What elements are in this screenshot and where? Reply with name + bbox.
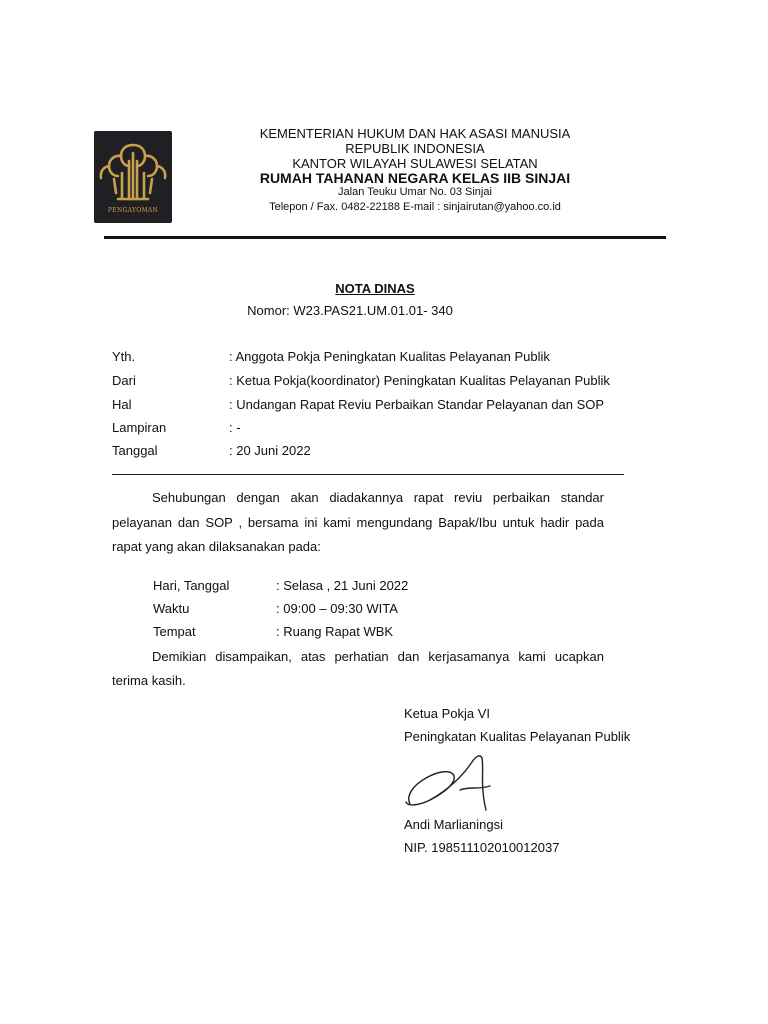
detail-value-time: : 09:00 – 09:30 WITA [276, 601, 398, 616]
regional-office: KANTOR WILAYAH SULAWESI SELATAN [292, 156, 538, 171]
institution-name: RUMAH TAHANAN NEGARA KELAS IIB SINJAI [259, 170, 571, 186]
field-label-attachment: Lampiran [112, 420, 167, 435]
banyan-tree-icon [94, 131, 172, 207]
detail-value-day: : Selasa , 21 Juni 2022 [276, 578, 409, 593]
signatory-role: Ketua Pokja VI [404, 706, 490, 721]
closing-paragraph: Demikian disampaikan, atas perhatian dan kerjasamanya kami ucapkan terima kasih. [112, 649, 604, 688]
pengayoman-logo [94, 131, 172, 223]
logo-caption: PENGAYOMAN [107, 207, 159, 214]
address: Jalan Teuku Umar No. 03 Sinjai [338, 186, 492, 198]
intro-paragraph: Sehubungan dengan akan diadakannya rapat reviu perbaikan standar pelayanan dan SOP , bersama ini kami mengundang Bapak/Ibu untuk hadir pada rapat yang akan dilaksanakan pada: [112, 490, 604, 554]
signatory-role-detail: Peningkatan Kualitas Pelayanan Publik [404, 729, 631, 744]
field-label-sender: Dari [112, 373, 136, 388]
field-label-date: Tanggal [112, 443, 158, 458]
signatory-name: Andi Marlianingsi [404, 817, 503, 832]
detail-label-time: Waktu [153, 601, 190, 616]
signatory-nip: NIP. 198511102010012037 [404, 840, 560, 855]
fields-divider [112, 474, 624, 475]
memo-number: Nomor: W23.PAS21.UM.01.01- 340 [247, 303, 453, 318]
memo-title: NOTA DINAS [335, 281, 415, 296]
ministry-name: KEMENTERIAN HUKUM DAN HAK ASASI MANUSIA [259, 126, 571, 141]
detail-label-place: Tempat [153, 624, 196, 639]
contact-info: Telepon / Fax. 0482-22188 E-mail : sinjairutan@yahoo.co.id [269, 201, 561, 213]
field-value-sender: : Ketua Pokja(koordinator) Peningkatan Kualitas Pelayanan Publik [229, 373, 610, 388]
field-value-subject: : Undangan Rapat Reviu Perbaikan Standar Pelayanan dan SOP [229, 397, 605, 412]
handwritten-signature [400, 750, 510, 816]
field-value-date: : 20 Juni 2022 [229, 443, 311, 458]
field-label-recipient: Yth. [112, 349, 136, 364]
letterhead-divider [104, 236, 666, 239]
country-name: REPUBLIK INDONESIA [345, 141, 485, 156]
field-value-recipient: : Anggota Pokja Peningkatan Kualitas Pelayanan Publik [229, 349, 550, 364]
detail-label-day: Hari, Tanggal [153, 578, 230, 593]
detail-value-place: : Ruang Rapat WBK [276, 624, 394, 639]
field-value-attachment: : - [229, 420, 241, 435]
field-label-subject: Hal [112, 397, 132, 412]
